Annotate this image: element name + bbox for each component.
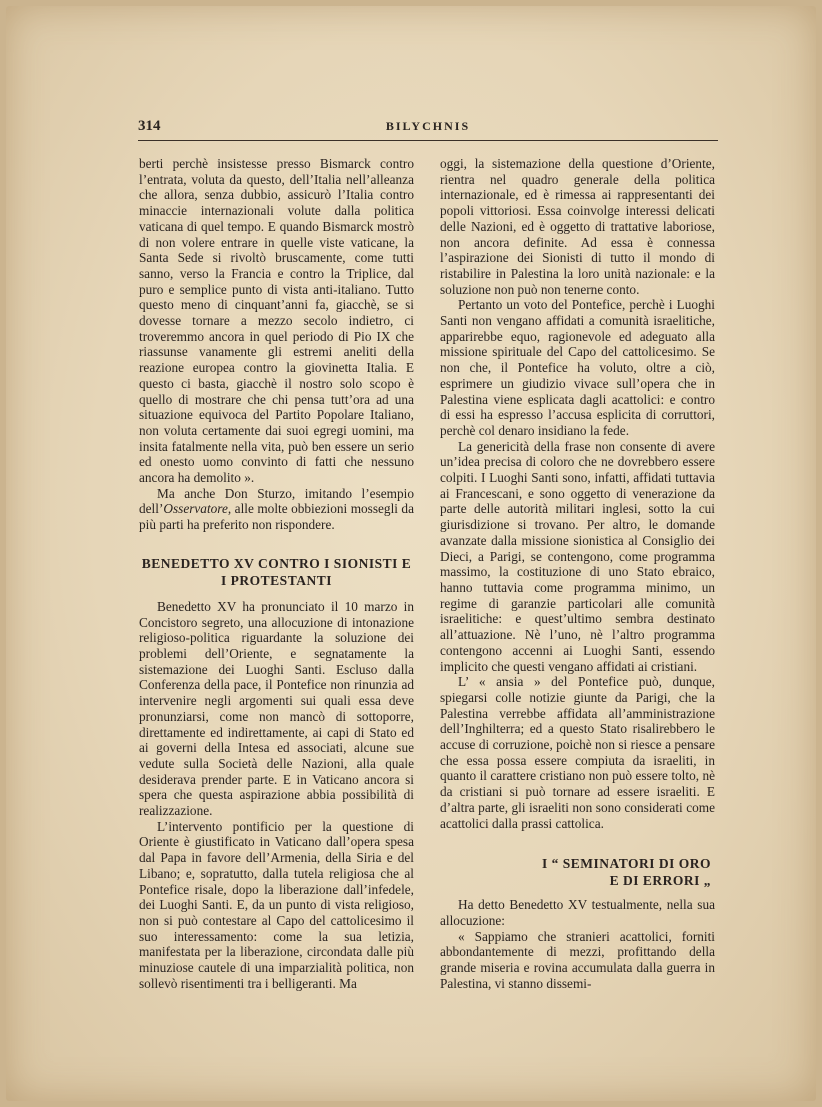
paragraph: Pertanto un voto del Pontefice, perchè i Luoghi Santi non vengano affidati a comunità israelitiche, apparirebbe equo, ragionevole ed adeguato alla missione spirituale del Capo del cattolicesimo. Se non che, il Pontefice ha voluto, oltre a ciò, esprimere un giudizio vivace sull’opera che in Palestina viene esplicata dagli acattolici: e contro di essi ha espresso l’accusa esplicita di corruttori, perchè col denaro insidiano la fede. xyxy=(440,297,715,438)
italic-title: Osservatore xyxy=(163,501,228,517)
header-rule xyxy=(138,140,718,141)
section-heading: BENEDETTO XV CONTRO I SIONISTI E I PROTESTANTI xyxy=(141,555,412,588)
paragraph xyxy=(139,486,414,533)
section-heading xyxy=(440,855,711,889)
running-head xyxy=(138,118,718,138)
heading-line: E DI ERRORI „ xyxy=(609,873,711,889)
paragraph: « Sappiamo che stranieri acattolici, forniti abbondantemente di mezzi, profittando della grande miseria e rovina accumulata dalla guerra in Palestina, vi stanno dissemi- xyxy=(440,928,715,991)
paragraph: oggi, la sistemazione della questione d’Oriente, rientra nel quadro generale della politica internazionale, ed è rimessa ai rappresentanti dei popoli vittoriosi. Essa coinvolge interessi delicati delle Nazioni, ed è oggetto di trattative laboriose, non ancora definite. Ad essa è connessa l’aspirazione dei Sionisti di tutto il mondo di ristabilire in Palestina la loro unità nazionale: e la soluzione non può non tenerne conto. xyxy=(440,156,715,297)
paragraph: Ha detto Benedetto XV testualmente, nella sua allocuzione: xyxy=(440,897,715,928)
paragraph: Benedetto XV ha pronunciato il 10 marzo in Concistoro segreto, una allocuzione di intonazione religioso-politica riguardante la soluzione dei problemi dell’Oriente, e segnatamente la sistemazione dei Luoghi Santi. Escluso dalla Conferenza della pace, il Pontefice non rinunzia ad intervenire negli argomenti sui quali essa deve pronunziarsi, come non mancò di sottoporre, direttamente ed indirettamente, ai capi di Stato ed ai governi della Intesa ed associati, alcune sue vedute sulla Società delle Nazioni, alla quale desiderava prender parte. E in Vaticano ancora si spera che questa aspirazione abbia possibilità di realizzazione. xyxy=(139,598,414,819)
running-title: BILYCHNIS xyxy=(385,119,471,133)
paragraph: L’intervento pontificio per la questione di Oriente è giustificato in Vaticano dall’opera spesa dal Papa in favore dell’Armenia, della Siria e del Libano; e, sopratutto, dalla tutela religiosa che al Pontefice risale, dopo la liberazione dall’infedele, dei Luoghi Santi. E, da un punto di vista religioso, non si può contestare al Capo del cattolicesimo il suo interessamento: come la sua letizia, manifestata per la liberazione, circondata dalle più minuziose cautele di una imparzialità politica, non sollevò risentimenti tra i belligeranti. Ma xyxy=(139,818,414,991)
paragraph: La genericità della frase non consente di avere un’idea precisa di coloro che ne dovrebbero essere colpiti. I Luoghi Santi sono, infatti, affidati tuttavia ai Francescani, e sono oggetto di venerazione da parte delle autorità militari inglesi, sotto la cui giurisdizione si trovano. Per altro, le domande avanzate dalla missione sionistica al Consiglio dei Dieci, a Parigi, se contengono, come programma massimo, la costituzione di uno Stato ebraico, hanno tuttavia come programma minimo, un regime di garanzie particolari alle comunità israelitiche: e quest’ultimo sembra destinato all’attuazione. Nè l’uno, nè l’altro programma contengono accenni ai Luoghi Santi, essendo implicito che questi vengano affidati ai cristiani. xyxy=(440,438,715,674)
text-run: , alle molte obbiezioni mossegli da più parti ha preferito non rispondere. xyxy=(139,501,414,533)
left-column xyxy=(139,156,414,991)
heading-line: I “ SEMINATORI DI ORO xyxy=(541,856,711,872)
right-column xyxy=(440,156,715,991)
text-run: Ma anche Don Sturzo, imitando l’esempio dell’ xyxy=(139,485,414,517)
page-number: 314 xyxy=(138,118,161,134)
paragraph: L’ « ansia » del Pontefice può, dunque, spiegarsi colle notizie giunte da Parigi, che la Palestina verrebbe affidata all’amministrazione dell’Inghilterra; ed a questo Stato risalirebbero le accuse di corruzione, poichè non si riesce a pensare che essa possa essere compiuta da israeliti, in quanto il carattere cristiano non può essere tolto, nè da cristiani si può tornare ad essere israeliti. E d’altra parte, gli israeliti non sono considerati come acattolici dalla prassi cattolica. xyxy=(440,674,715,831)
paragraph: berti perchè insistesse presso Bismarck contro l’entrata, voluta da questo, dell’Italia nell’alleanza che allora, senza dubbio, assicurò l’Italia contro minaccie internazionali volute dalla politica vaticana di quel tempo. E quando Bismarck mostrò di non volere entrare in quelle viste vaticane, la Santa Sede si rivoltò bruscamente, come tutti sanno, verso la Francia e contro la Triplice, dal puro e semplice punto di vista anti-italiano. Tutto questo meno di cinquant’anni fa, giacchè, se si dovesse tornare a mezzo secolo indietro, ci troveremmo ancora in quel periodo di Pio IX che riassunse vanamente gli estremi aneliti della reazione europea contro la giovinetta Italia. E questo ci basta, giacchè il nostro solo scopo è quello di mostrare che chi pensa tutt’ora ad una situazione equivoca del Partito Popolare Italiano, non voluta certamente dai suoi egregi uomini, ma insita fatalmente nella vita, può ben essere un serio ed onesto uomo convinto di fatti che nessuno ancora ha demolito ». xyxy=(139,156,414,486)
